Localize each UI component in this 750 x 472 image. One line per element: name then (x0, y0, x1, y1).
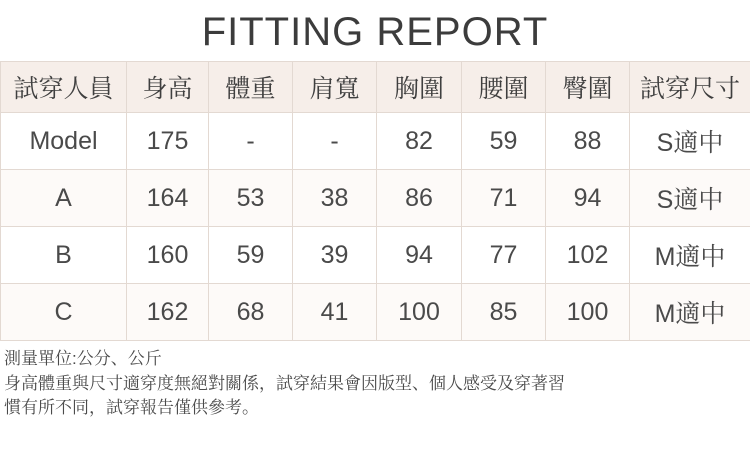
cell-shoulder: - (293, 113, 377, 170)
column-header-tester: 試穿人員 (1, 62, 127, 113)
cell-weight: - (209, 113, 293, 170)
table-header-row (1, 62, 750, 113)
cell-weight: 53 (209, 170, 293, 227)
cell-bust: 86 (377, 170, 462, 227)
cell-size: M適中 (630, 227, 750, 284)
cell-hip: 94 (546, 170, 630, 227)
note-measurement-unit: 測量單位:公分、公斤 (4, 349, 162, 368)
cell-size: S適中 (630, 170, 750, 227)
cell-waist: 77 (462, 227, 546, 284)
fitting-report-table (0, 61, 750, 341)
cell-bust: 100 (377, 284, 462, 341)
cell-bust: 82 (377, 113, 462, 170)
column-header-weight: 體重 (209, 62, 293, 113)
cell-height: 160 (127, 227, 209, 284)
column-header-waist: 腰圍 (462, 62, 546, 113)
cell-shoulder: 39 (293, 227, 377, 284)
cell-shoulder: 38 (293, 170, 377, 227)
cell-height: 162 (127, 284, 209, 341)
column-header-size: 試穿尺寸 (630, 62, 750, 113)
cell-weight: 59 (209, 227, 293, 284)
cell-hip: 100 (546, 284, 630, 341)
table-header (1, 62, 750, 113)
cell-hip: 102 (546, 227, 630, 284)
note-disclaimer-line-2: 慣有所不同，試穿報告僅供參考。 (4, 398, 259, 418)
cell-tester: A (1, 170, 127, 227)
notes-section (0, 341, 750, 421)
cell-hip: 88 (546, 113, 630, 170)
cell-waist: 71 (462, 170, 546, 227)
cell-waist: 59 (462, 113, 546, 170)
cell-waist: 85 (462, 284, 546, 341)
table-row (1, 170, 750, 227)
cell-height: 175 (127, 113, 209, 170)
table-row (1, 284, 750, 341)
cell-shoulder: 41 (293, 284, 377, 341)
cell-bust: 94 (377, 227, 462, 284)
cell-tester: Model (1, 113, 127, 170)
cell-height: 164 (127, 170, 209, 227)
page-title: FITTING REPORT (201, 10, 549, 54)
note-disclaimer-line-1: 身高體重與尺寸適穿度無絕對關係，試穿結果會因版型、個人感受及穿著習 (4, 373, 565, 393)
table-row (1, 227, 750, 284)
column-header-height: 身高 (127, 62, 209, 113)
cell-tester: B (1, 227, 127, 284)
column-header-hip: 臀圍 (546, 62, 630, 113)
cell-size: S適中 (630, 113, 750, 170)
cell-size: M適中 (630, 284, 750, 341)
cell-weight: 68 (209, 284, 293, 341)
cell-tester: C (1, 284, 127, 341)
column-header-shoulder: 肩寬 (293, 62, 377, 113)
column-header-bust: 胸圍 (377, 62, 462, 113)
table-body (1, 113, 750, 341)
table-row (1, 113, 750, 170)
